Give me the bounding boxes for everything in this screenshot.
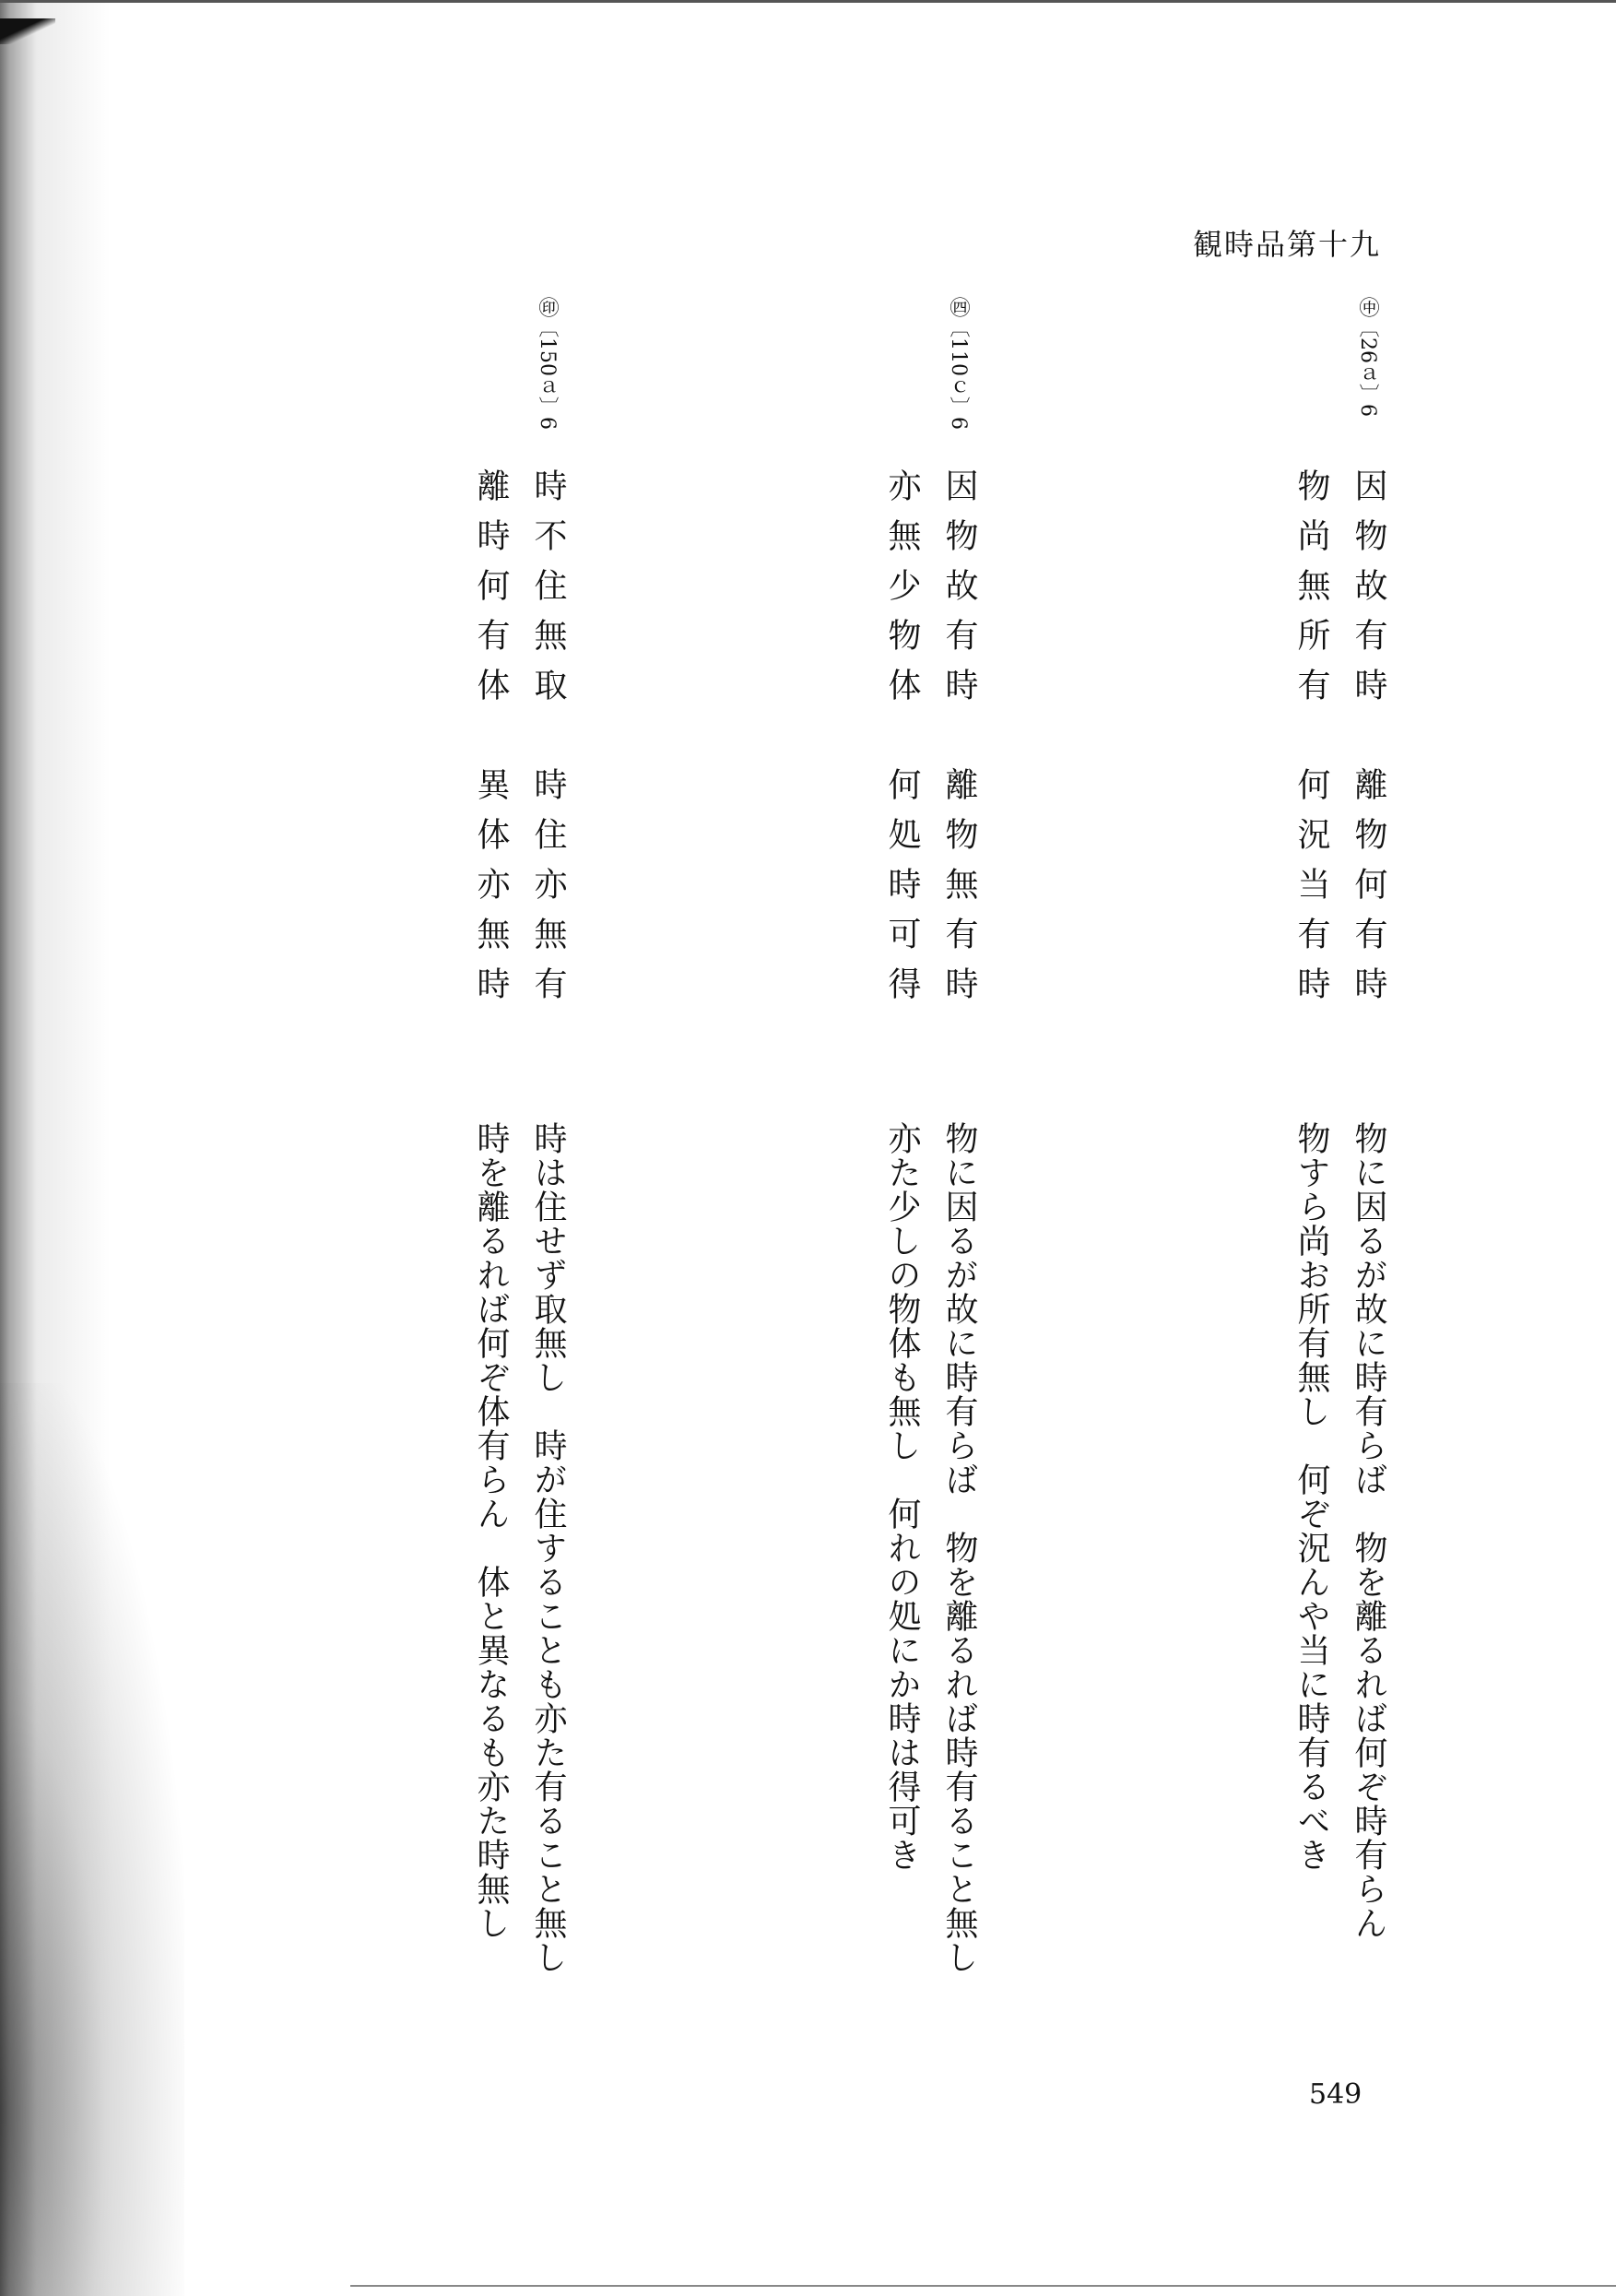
scan-top-edge [0, 0, 1616, 3]
section-2-reading-line-2: 亦た少しの物体も無し 何れの処にか時は得可き [883, 1121, 921, 1872]
section-2-verse-line-1: 因物故有時 離物無有時 [940, 468, 978, 1016]
scan-corner-mark [0, 18, 55, 44]
section-2-ref-label: ㊃〔110ｃ〕6 [947, 297, 970, 430]
section-1-verse-line-2: 物尚無所有 何況当有時 [1292, 468, 1330, 1016]
section-3-reading-line-2: 時を離るれば何ぞ体有らん 体と異なるも亦た時無し [472, 1121, 510, 1940]
section-3-verse-line-2: 離時何有体 異体亦無時 [472, 468, 510, 1016]
section-3-reading-line-1: 時は住せず取無し 時が住することも亦た有ること無し [529, 1121, 567, 1974]
chapter-title: 観時品第十九 [1192, 227, 1381, 262]
section-3-verse-line-1: 時不住無取 時住亦無有 [529, 468, 567, 1016]
section-2-reading-line-1: 物に因るが故に時有らば 物を離るれば時有ること無し [940, 1121, 978, 1974]
scan-binding-speckle [0, 1383, 184, 2296]
section-1-reading-line-2: 物すら尚お所有無し 何ぞ況んや当に時有るべき [1292, 1121, 1330, 1872]
section-1-reading-line-1: 物に因るが故に時有らば 物を離るれば何ぞ時有らん [1350, 1121, 1387, 1940]
page-number: 549 [1309, 2078, 1362, 2111]
section-2-verse-line-2: 亦無少物体 何処時可得 [883, 468, 921, 1016]
section-1-verse-line-1: 因物故有時 離物何有時 [1350, 468, 1387, 1016]
scan-bottom-edge [350, 2285, 1616, 2287]
section-3-ref-label: ㊞〔150ａ〕6 [536, 297, 559, 430]
section-1-ref-label: ㊥〔26ａ〕6 [1356, 297, 1379, 417]
